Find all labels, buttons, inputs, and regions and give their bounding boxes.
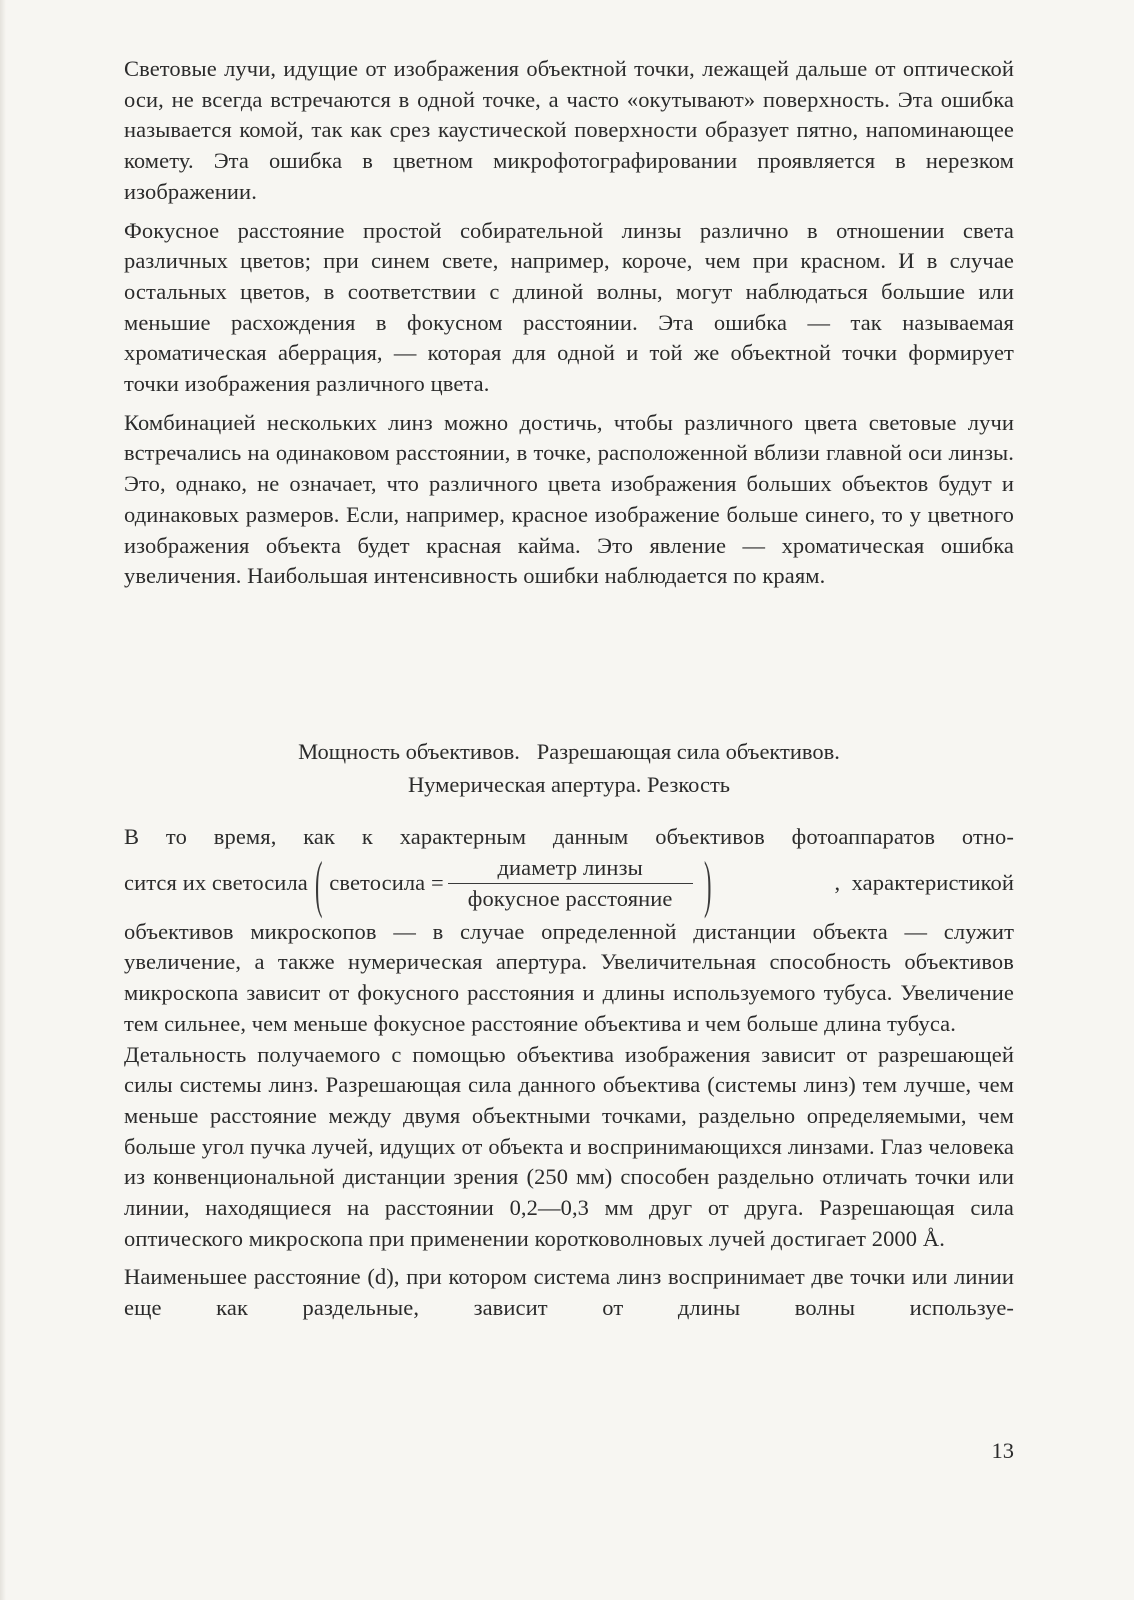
right-parenthesis: ) [703,847,711,919]
paragraph-magnification-error: Комбинацией нескольких линз можно достичь, чтобы различного цвета световые лучи встречались на одинаковом расстоянии, в точке, расположенной вблизи главной оси линзы. Это, однако, не означает, что различного цвета изображения больших объектов будут и одинаковых размеров. Если, например, красное изображение больше синего, то у цветного изображения объекта будет красная кайма. Это явление — хроматическая ошибка увеличения. Наибольшая интенсивность ошибки наблюдается по краям. [124,409,1014,589]
left-parenthesis: ( [314,847,323,919]
paragraph-chromatic-aberration: Фокусное расстояние простой собирательной линзы различно в отношении света различных цветов; при синем свете, например, короче, чем при красном. И в случае остальных цветов, в соответствии с длиной волны, могут наблюдаться большие или меньшие расхождения в фокусном расстоянии. Эта ошибка — так называемая хроматическая аберрация, — которая для одной и той же объектной точки формирует точки изображения различного цвета. [124,217,1014,397]
fraction-numerator: диаметр линзы [497,854,643,880]
formula-fraction [448,853,693,915]
section-heading-line-1: Мощность объективов. Разрешающая сила объективов. [298,739,840,764]
section-heading-line-2: Нумерическая апертура. Резкость [407,772,731,797]
scan-shadow-edge [0,0,6,1600]
top-text-block [124,54,1014,592]
formula-paragraph [124,822,1014,1040]
page-number: 13 [991,1438,1014,1463]
paragraph-magnification: объективов микроскопов — в случае определенной дистанции объекта — служит увеличение, а также нумерическая апертура. Увеличительная способность объективов микроскопа зависит от фокусного расстояния и длины используемого тубуса. Увеличение тем сильнее, чем меньше фокусное расстояние объектива и чем больше длина тубуса. [124,918,1014,1036]
bottom-text-block [124,822,1014,1324]
aperture-formula [124,847,718,919]
formula-line [124,849,1014,919]
formula-lhs: светосила = [329,870,444,896]
paragraph-minimum-distance: Наименьшее расстояние (d), при котором система линз воспринимает две точки или линии еще как раздельные, зависит от длины волны используе- [124,1264,1014,1321]
section-heading [124,735,1014,801]
fraction-denominator: фокусное расстояние [467,886,673,912]
formula-intro-line: В то время, как к характерным данным объективов фотоаппаратов отно- [124,824,1014,849]
paragraph-coma: Световые лучи, идущие от изображения объектной точки, лежащей дальше от оптической оси, не всегда встречаются в одной точке, а часто «окутывают» поверхность. Эта ошибка называется комой, так как срез каустической поверхности образует пятно, напоминающее комету. Эта ошибка в цветном микрофотографировании проявляется в нерезком изображении. [124,56,1014,204]
formula-suffix: , характеристикой [834,870,1014,896]
paragraph-resolving-power: Детальность получаемого с помощью объектива изображения зависит от разрешающей силы системы линз. Разрешающая сила данного объектива (системы линз) тем лучше, чем меньше расстояние между двумя объектными точками, раздельно определяемыми, чем больше угол пучка лучей, идущих от объекта и воспринимающихся линзами. Глаз человека из конвенциональной дистанции зрения (250 мм) способен раздельно отличать точки или линии, находящиеся на расстоянии 0,2—0,3 мм друг от друга. Разрешающая сила оптического микроскопа при применении коротковолновых лучей достигает 2000 Å. [124,1041,1014,1251]
formula-prefix: сится их светосила [124,870,308,896]
